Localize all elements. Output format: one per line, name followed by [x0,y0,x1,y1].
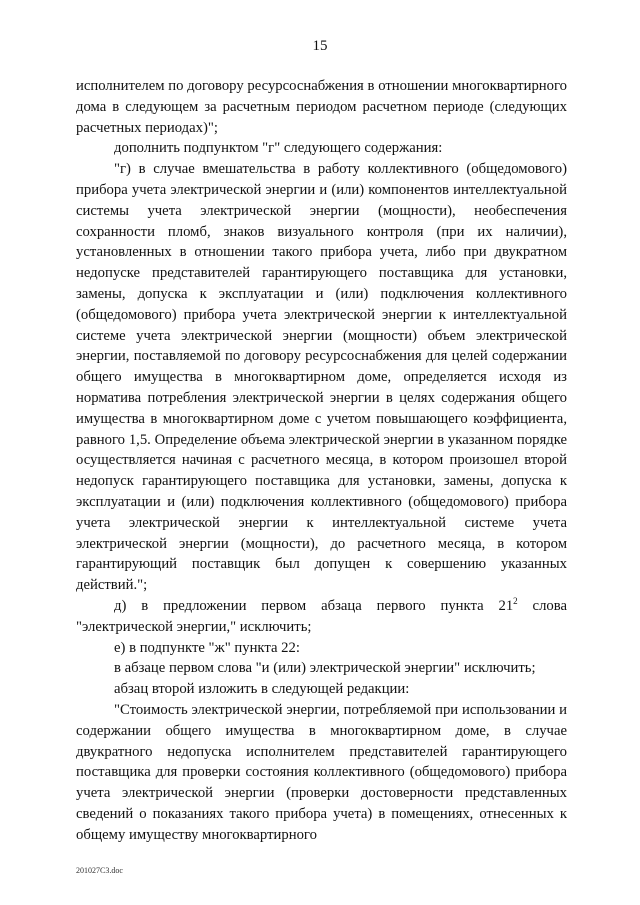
paragraph-1: исполнителем по договору ресурсоснабжения в отношении многоквартирного дома в следующем за расчетным периодом расчетном периоде (следующих расчетных периодах)"; [76,78,567,136]
page-number: 15 [312,38,328,54]
paragraph-4-text-after: слова "электрической энергии," исключить; [76,597,568,635]
paragraph-8: "Стоимость электрической энергии, потребляемой при использовании и содержании общего имущества в многоквартирном доме, в случае двукратного недопуска исполнителем представителей гарантирующего поставщика для проверки состояния коллективного (общедомового) прибора учета электрической энергии (проверки достоверности представленных сведений о показаниях такого прибора учета) в помещениях, отнесенных к общему имуществу многоквартирного [76,701,567,843]
paragraph-2: дополнить подпунктом "г" следующего содержания: [114,140,443,157]
paragraph-4 [76,596,567,638]
document-body [76,76,567,845]
paragraph-4-text: д) в предложении первом абзаца первого пункта 21 [114,597,514,614]
paragraph-3: "г) в случае вмешательства в работу коллективного (общедомового) прибора учета электрической энергии и (или) компонентов интеллектуальной системы учета электрической энергии (мощности), необеспечения сохранности пломб, знаков визуального контроля (при их наличии), установленных в отношении такого прибора учета, либо при двукратном недопуске представителей гарантирующего поставщика для установки, замены, допуска к эксплуатации и (или) подключения коллективного (общедомового) прибора учета электрической энергии к интеллектуальной системе учета электрической энергии (мощности) объем электрической энергии, поставляемой по договору ресурсоснабжения для целей содержании общего имущества в многоквартирном доме, определяется исходя из норматива потребления электрической энергии в целях содержания общего имущества в многоквартирном доме с учетом повышающего коэффициента, равного 1,5. Определение объема электрической энергии в указанном порядке осуществляется начиная с расчетного месяца, в котором произошел второй недопуск гарантирующего поставщика для установки, замены, допуска к эксплуатации и (или) подключения коллективного (общедомового) прибора учета электрической энергии к интеллектуальной системе учета электрической энергии (мощности), до расчетного месяца, в котором гарантирующий поставщик был допущен к совершению указанных действий."; [76,161,567,594]
paragraph-7: абзац второй изложить в следующей редакции: [114,681,410,698]
superscript: 2 [513,596,518,607]
footer-filename: 201027C3.doc [76,866,123,875]
paragraph-6: в абзаце первом слова "и (или) электрической энергии" исключить; [114,660,536,677]
paragraph-5: е) в подпункте "ж" пункта 22: [114,639,300,656]
